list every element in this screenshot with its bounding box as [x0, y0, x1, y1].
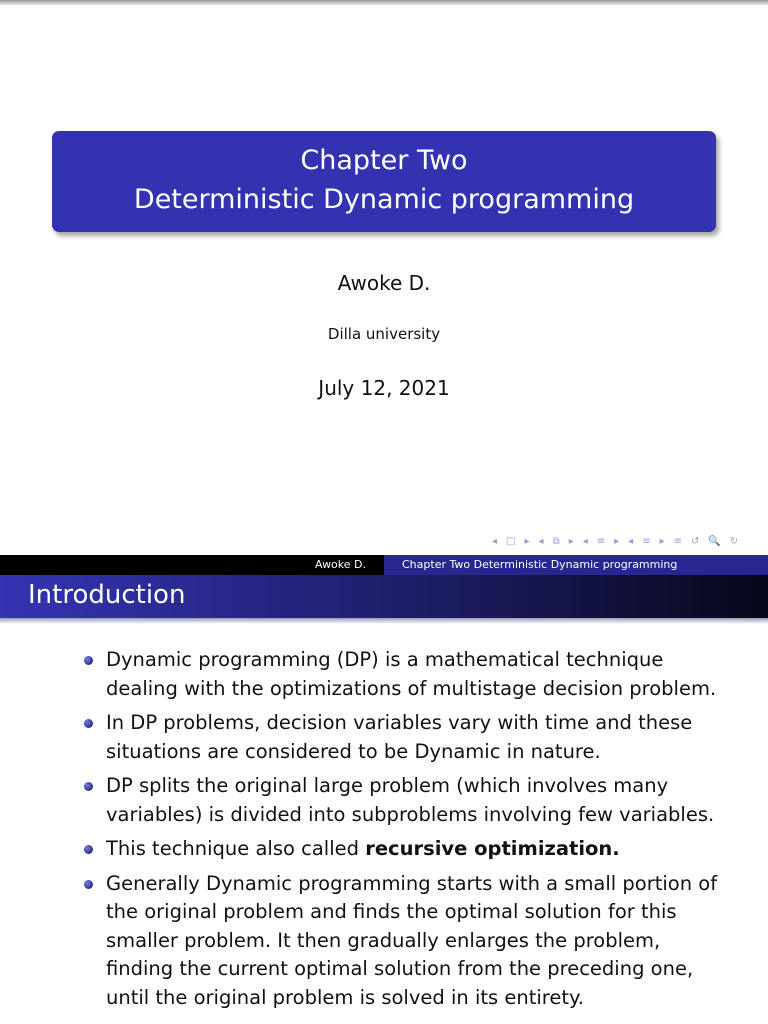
list-item-text: Generally Dynamic programming starts with a small portion of the original problem and finds the optimal solution for this smaller problem. It then gradually enlarges the problem, finding the current optimal solution from the preceding one, until the original problem is solved in its entirety. — [106, 871, 718, 1009]
frame-title-bar — [0, 575, 768, 618]
nav-next-section-icon[interactable]: ▸ — [659, 536, 665, 547]
institute-name: Dilla university — [327, 325, 441, 343]
nav-forward-icon[interactable]: ↻ — [729, 536, 739, 547]
presentation-title: Chapter Two — [300, 145, 468, 176]
nav-section-icon[interactable]: ≡ — [642, 536, 651, 547]
nav-prev-slide-icon[interactable]: ◂ — [492, 536, 498, 547]
nav-slide-icon[interactable]: □ — [506, 536, 516, 547]
top-rule — [0, 0, 768, 5]
title-block — [52, 131, 716, 232]
bullet-icon — [84, 656, 93, 665]
list-item — [0, 870, 768, 1013]
nav-prev-frame-icon[interactable]: ◂ — [538, 536, 544, 547]
nav-document-icon[interactable]: ≡ — [673, 536, 683, 547]
author-name: Awoke D. — [337, 271, 431, 295]
list-item — [0, 772, 768, 829]
nav-subsection-icon[interactable]: ≡ — [596, 536, 606, 547]
list-item-emphasis: recursive optimization. — [365, 837, 620, 860]
nav-next-frame-icon[interactable]: ▸ — [568, 536, 574, 547]
nav-search-icon[interactable]: 🔍 — [708, 536, 721, 547]
bullet-list — [0, 646, 768, 1018]
list-item — [0, 646, 768, 703]
list-item-text: In DP problems, decision variables vary with time and these situations are considered to be Dynamic in nature. — [106, 711, 693, 763]
frame-title-shadow — [0, 618, 768, 624]
nav-frame-icon[interactable]: ⧉ — [552, 536, 560, 547]
list-item — [0, 835, 768, 864]
bullet-icon — [84, 719, 93, 728]
presentation-subtitle: Deterministic Dynamic programming — [133, 184, 635, 215]
list-item-text: DP splits the original large problem (which involves many variables) is divided into subproblems involving few variables. — [106, 774, 715, 826]
nav-back-icon[interactable]: ↺ — [691, 536, 700, 547]
frame-title: Introduction — [28, 580, 186, 610]
bullet-icon — [84, 782, 93, 791]
beamer-navigation — [492, 536, 738, 547]
nav-next-slide-icon[interactable]: ▸ — [524, 536, 530, 547]
bullet-icon — [84, 845, 93, 854]
bullet-icon — [84, 880, 93, 889]
nav-next-subsection-icon[interactable]: ▸ — [614, 536, 620, 547]
nav-prev-section-icon[interactable]: ◂ — [628, 536, 634, 547]
footline — [0, 555, 768, 575]
list-item-text: Dynamic programming (DP) is a mathematical technique dealing with the optimizations of multistage decision problem. — [106, 648, 717, 700]
list-item-text: This technique also called — [106, 837, 366, 860]
footline-author: Awoke D. — [314, 558, 366, 571]
nav-prev-subsection-icon[interactable]: ◂ — [582, 536, 588, 547]
footline-title: Chapter Two Deterministic Dynamic programming — [402, 558, 678, 571]
list-item — [0, 709, 768, 766]
presentation-date: July 12, 2021 — [318, 376, 450, 400]
